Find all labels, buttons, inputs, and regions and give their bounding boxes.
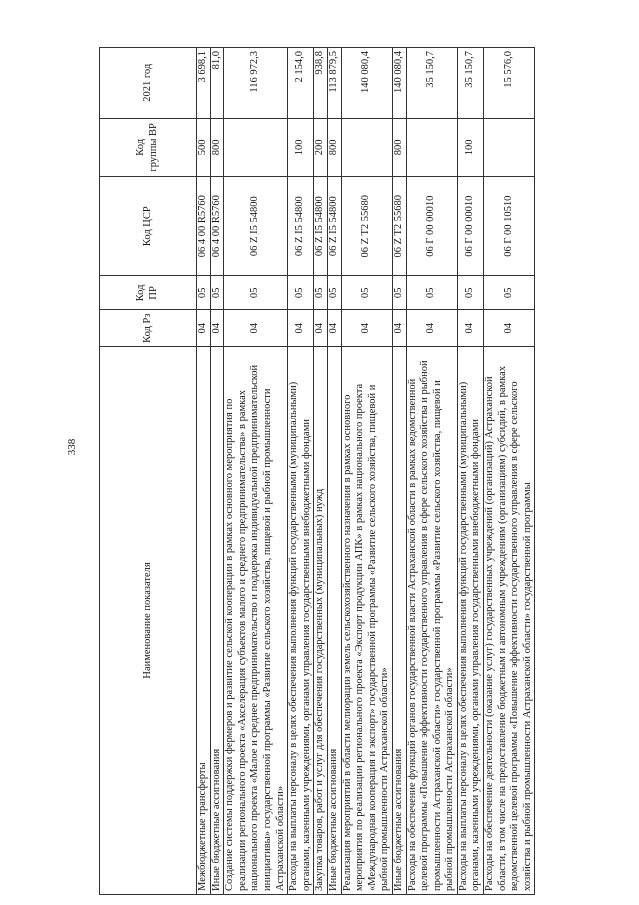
cell-csr: 06 Z I5 54800 [288,177,314,276]
cell-pr: 05 [392,276,406,310]
cell-value: 81,0 [210,48,224,119]
cell-name: Иные бюджетные ассигнования [210,346,224,894]
budget-table [99,47,535,895]
header-pr: Код ПР [100,276,197,310]
table-row [314,48,328,895]
cell-name: Расходы на обеспечение деятельности (оказание услуг) государственных учреждений (организаций) Астраханской области, в том числе на предоставление бюджетным и автономным учреждениям (организациям) субсидий, в рамках ведомственной целевой программы «Повышение эффективности государственного управления в сфере сельского хозяйства и рыбной промышленности Астраханской области» государственной программы [484,346,535,894]
table-row [406,48,457,895]
cell-name: Закупка товаров, работ и услуг для обеспечения государственных (муниципальных) нужд [314,346,328,894]
table-row [288,48,314,895]
cell-csr: 06 Z T2 55680 [392,177,406,276]
cell-csr: 06 Г 00 00010 [406,177,457,276]
header-rz: Код Рз [100,310,197,346]
table-row [197,48,211,895]
cell-value: 140 080,4 [341,48,392,119]
cell-csr: 06 4 00 R5760 [197,177,211,276]
table-row [327,48,341,895]
cell-value: 15 576,0 [484,48,535,119]
cell-rz: 04 [457,310,483,346]
cell-name: Межбюджетные трансферты [197,346,211,894]
table-row [210,48,224,895]
cell-value: 3 698,1 [197,48,211,119]
cell-csr: 06 4 00 R5760 [210,177,224,276]
header-year: 2021 год [100,48,197,119]
cell-rz: 04 [314,310,328,346]
cell-csr: 06 Г 00 00010 [457,177,483,276]
cell-vr: 800 [392,118,406,176]
cell-rz: 04 [327,310,341,346]
cell-pr: 05 [327,276,341,310]
cell-csr: 06 Z T2 55680 [341,177,392,276]
cell-value: 2 154,0 [288,48,314,119]
table-header-row [100,48,197,895]
cell-vr: 100 [288,118,314,176]
budget-table-rotated [99,47,628,895]
header-csr: Код ЦСР [100,177,197,276]
cell-name: Создание системы поддержки фермеров и развитие сельской кооперации в рамках основного мероприятия по реализации регионального проекта «Акселерация субъектов малого и среднего предпринимательства» в рамках национального проекта «Малое и среднее предпринимательство и поддержка индивидуальной предпринимательской инициативы» государственной программы «Развитие сельского хозяйства, пищевой и рыбной промышленности Астраханской области» [224,346,288,894]
table-row [484,48,535,895]
cell-pr: 05 [314,276,328,310]
cell-pr: 05 [341,276,392,310]
cell-vr [341,118,392,176]
cell-pr: 05 [406,276,457,310]
cell-value: 35 150,7 [457,48,483,119]
cell-csr: 06 Z I5 54800 [224,177,288,276]
cell-rz: 04 [288,310,314,346]
cell-vr: 800 [327,118,341,176]
cell-csr: 06 Г 00 10510 [484,177,535,276]
cell-value: 938,8 [314,48,328,119]
cell-pr: 05 [288,276,314,310]
cell-rz: 04 [484,310,535,346]
cell-pr: 05 [224,276,288,310]
cell-name: Расходы на выплаты персоналу в целях обеспечения выполнения функций государственными (муниципальными) органами, казенными учреждениями, органами управления государственными внебюджетными фондами [288,346,314,894]
cell-csr: 06 Z I5 54800 [314,177,328,276]
cell-rz: 04 [392,310,406,346]
cell-name: Иные бюджетные ассигнования [392,346,406,894]
cell-rz: 04 [406,310,457,346]
cell-rz: 04 [197,310,211,346]
table-row [224,48,288,895]
cell-name: Расходы на обеспечение функций органов государственной власти Астраханской области в рамках ведомственной целевой программы «Повышение эффективности государственного управления в сфере сельского хозяйства и рыбной промышленности Астраханской области» государственной программы «Развитие сельского хозяйства, пищевой и рыбной промышленности Астраханской области» [406,346,457,894]
cell-vr: 100 [457,118,483,176]
cell-rz: 04 [224,310,288,346]
cell-rz: 04 [341,310,392,346]
cell-name: Реализация мероприятий в области мелиорации земель сельскохозяйственного назначения в рамках основного мероприятия по реализации регионального проекта «Экспорт продукции АПК» в рамках национального проекта «Международная кооперация и экспорт» государственной программы «Развитие сельского хозяйства, пищевой и рыбной промышленности Астраханской области» [341,346,392,894]
cell-vr [484,118,535,176]
table-row [341,48,392,895]
table-row [457,48,483,895]
cell-pr: 05 [484,276,535,310]
cell-csr: 06 Z I5 54800 [327,177,341,276]
cell-pr: 05 [210,276,224,310]
cell-value: 140 080,4 [392,48,406,119]
cell-vr [224,118,288,176]
cell-vr: 500 [197,118,211,176]
header-vr: Код группы ВР [100,118,197,176]
cell-vr [406,118,457,176]
table-body [197,48,535,895]
header-name: Наименование показателя [100,346,197,894]
cell-value: 35 150,7 [406,48,457,119]
cell-vr: 800 [210,118,224,176]
cell-pr: 05 [457,276,483,310]
page-number: 338 [66,438,78,456]
cell-name: Расходы на выплаты персоналу в целях обеспечения выполнения функций государственными (муниципальными) органами, казенными учреждениями, органами управления государственными внебюджетными фондами [457,346,483,894]
cell-rz: 04 [210,310,224,346]
cell-name: Иные бюджетные ассигнования [327,346,341,894]
table-row [392,48,406,895]
cell-value: 113 879,5 [327,48,341,119]
cell-value: 116 972,3 [224,48,288,119]
cell-pr: 05 [197,276,211,310]
cell-vr: 200 [314,118,328,176]
